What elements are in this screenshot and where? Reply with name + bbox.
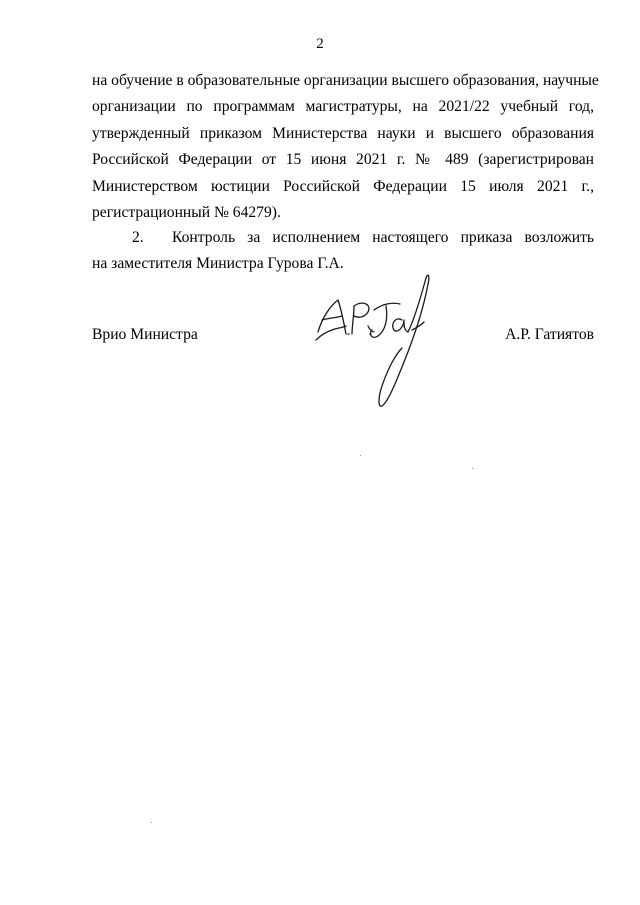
paragraph-line [92,225,594,251]
signatory-name: А.Р. Гатиятов [505,326,594,343]
page-number: 2 [316,36,324,52]
paragraph-line: организации по программам магистратуры, на 2021/22 учебный год, [92,98,594,116]
paragraph-continuation [92,68,599,226]
handwritten-signature [312,270,442,410]
item-number: 2. [132,229,144,246]
paragraph-line: регистрационный № 64279). [92,204,281,222]
scan-speck [360,455,361,456]
paragraph-line: утвержденный приказом Министерства науки и высшего образования [92,124,594,142]
paragraph-line: на обучение в образовательные организации высшего образования, научные [92,72,599,89]
paragraph-line: на заместителя Министра Гурова Г.А. [92,255,344,273]
scan-speck [472,468,473,469]
paragraph-line: Российской Федерации от 15 июня 2021 г. № 489 (зарегистрирован [92,151,594,169]
scan-speck [151,822,152,823]
position-title: Врио Министра [92,326,198,343]
item-text: Контроль за исполнением настоящего приказа возложить [172,229,594,246]
paragraph-line: Министерством юстиции Российской Федерации 15 июля 2021 г., [92,177,594,195]
